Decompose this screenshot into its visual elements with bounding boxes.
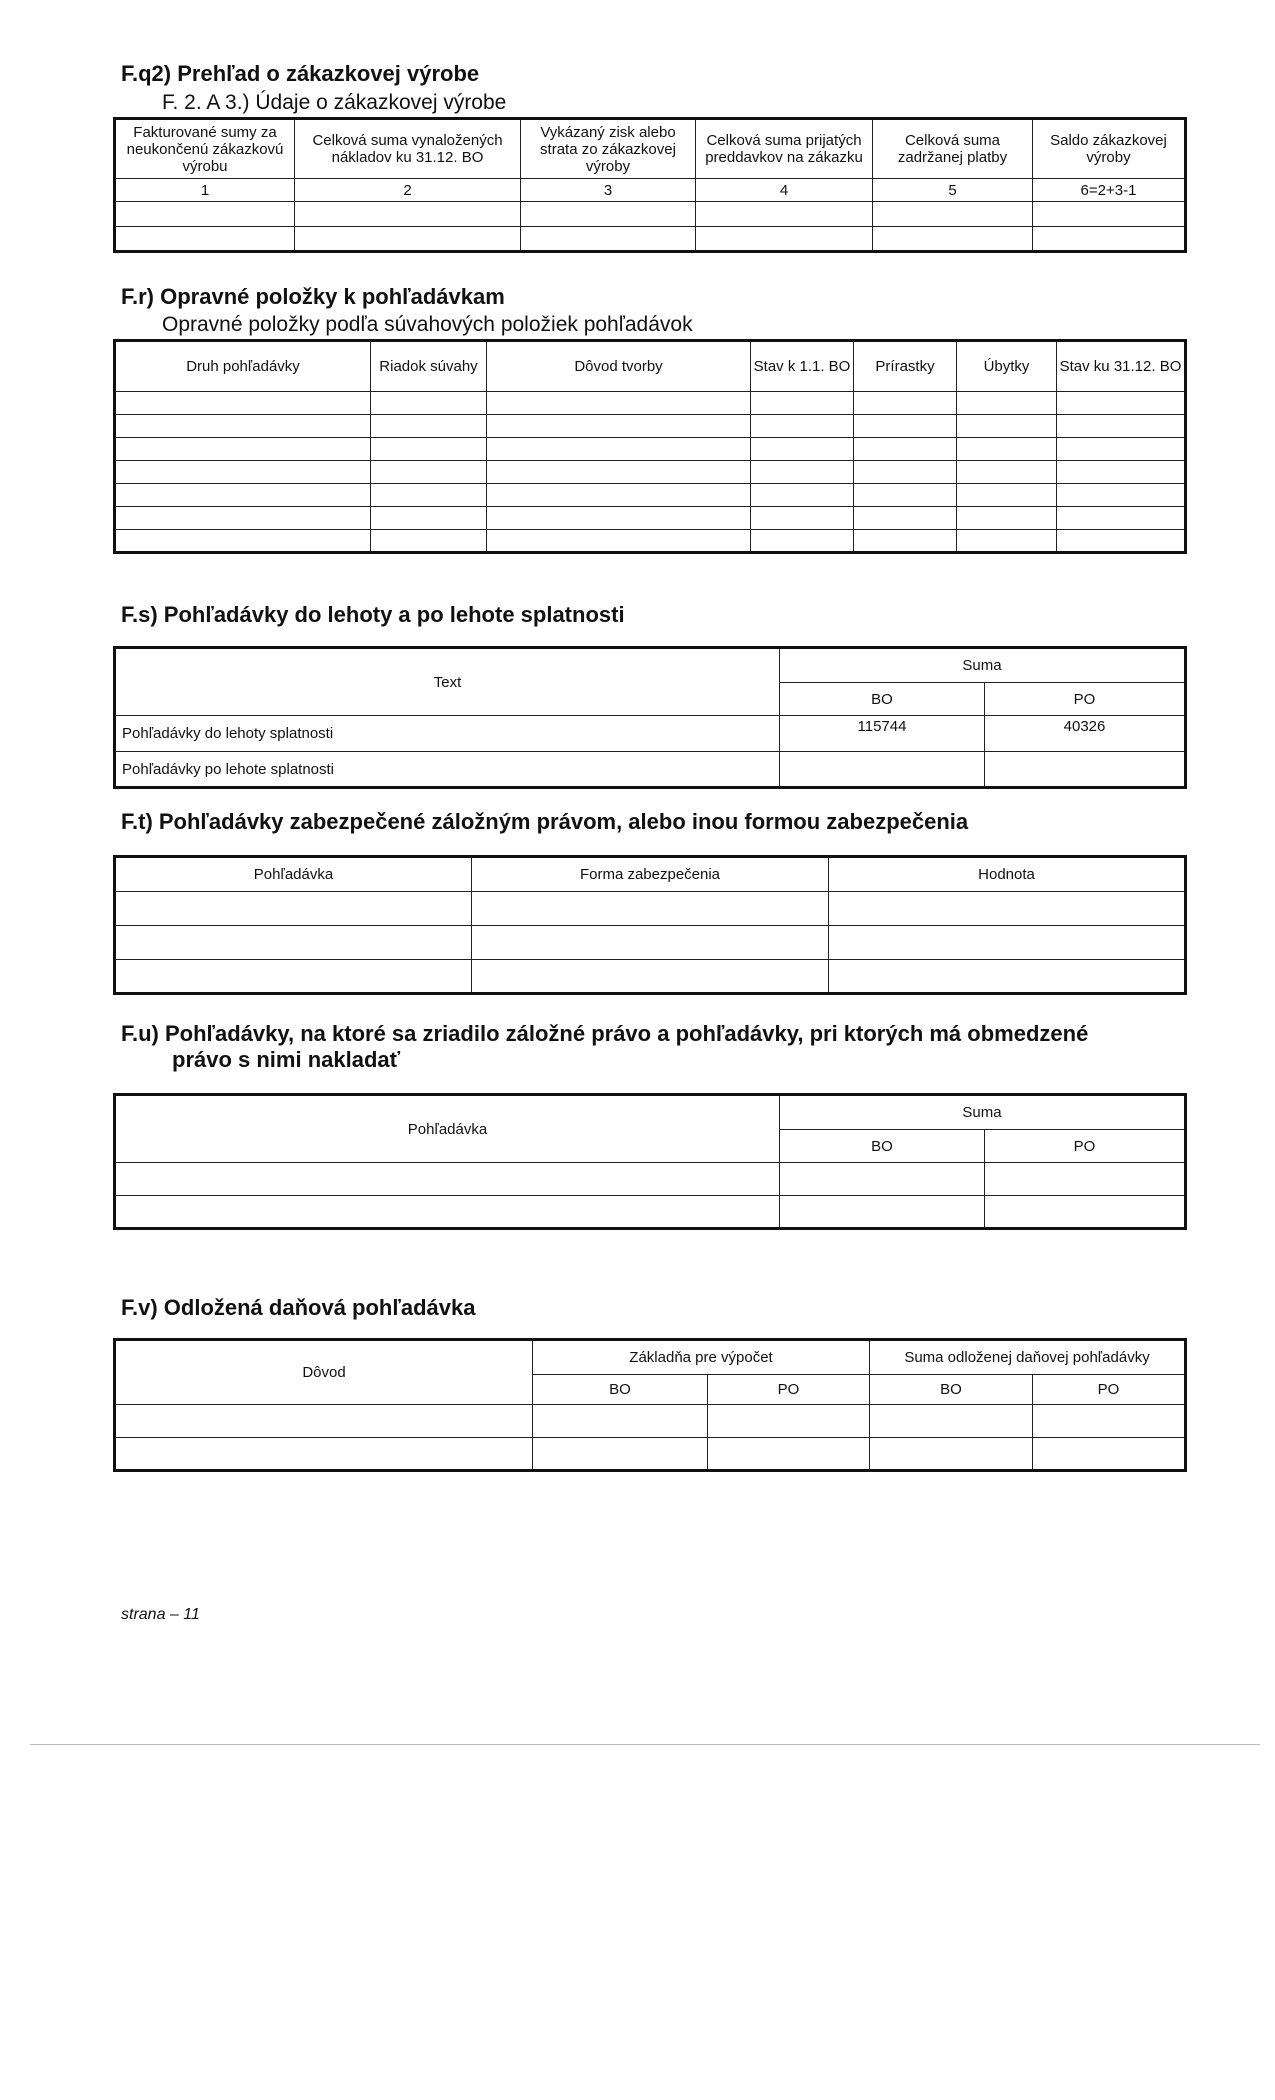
col-header-receivable: Pohľadávka [115,1095,780,1163]
table-cell[interactable] [854,507,957,530]
col-header-additions: Prírastky [854,341,957,392]
section-title-fs: F.s) Pohľadávky do lehoty a po lehote splatnosti [121,602,625,627]
table-header-row [115,119,1186,179]
table-row [115,960,1186,994]
table-cell[interactable] [957,461,1057,484]
col-header-state-start: Stav k 1.1. BO [751,341,854,392]
table-cell[interactable] [533,1438,708,1471]
table-cell[interactable] [295,202,521,227]
col-header-suma: Suma [780,648,1186,683]
table-cell[interactable] [487,415,751,438]
table-cell[interactable] [1033,1405,1186,1438]
table-row [115,227,1186,252]
page-number: strana – 11 [121,1606,200,1623]
table-cell[interactable] [1057,530,1186,553]
table-cell[interactable] [115,926,472,960]
col-header-profit-loss: Vykázaný zisk alebo strata zo zákazkovej výroby [521,119,696,179]
col-header-reason: Dôvod [115,1340,533,1405]
table-cell[interactable] [829,892,1186,926]
col-number: 3 [521,179,696,202]
table-cell[interactable] [371,438,487,461]
col-header-text: Text [115,648,780,716]
col-header-bo: BO [780,683,985,716]
table-cell[interactable] [985,1196,1186,1229]
cell-value-po[interactable]: 40326 [985,716,1186,752]
table-cell[interactable] [873,202,1033,227]
table-cell[interactable] [854,530,957,553]
section-subtitle-fr: Opravné položky podľa súvahových položiek pohľadávok [162,313,693,336]
col-header-value: Hodnota [829,857,1186,892]
table-cell[interactable] [780,1196,985,1229]
table-cell[interactable] [957,438,1057,461]
table-cell[interactable] [1033,202,1186,227]
table-cell[interactable] [115,227,295,252]
table-cell[interactable] [472,926,829,960]
table-row [115,1405,1186,1438]
cell-value-bo[interactable]: 115744 [780,716,985,752]
table-header-row [115,857,1186,892]
col-header-creation-reason: Dôvod tvorby [487,341,751,392]
section-title-fq2: F.q2) Prehľad o zákazkovej výrobe [121,61,480,86]
table-cell[interactable] [487,461,751,484]
table-receivables-maturity [113,646,1187,789]
col-header-reductions: Úbytky [957,341,1057,392]
table-cell[interactable] [829,960,1186,994]
col-number: 6=2+3-1 [1033,179,1186,202]
table-cell[interactable] [1033,227,1186,252]
table-cell[interactable] [1057,392,1186,415]
table-cell[interactable] [957,484,1057,507]
table-cell[interactable] [371,507,487,530]
row-label-after-due: Pohľadávky po lehote splatnosti [115,752,780,788]
col-header-balance-row: Riadok súvahy [371,341,487,392]
table-cell[interactable] [985,1163,1186,1196]
table-cell[interactable] [487,438,751,461]
table-cell[interactable] [115,415,371,438]
table-row [115,415,1186,438]
table-row [115,752,1186,788]
col-header-po: PO [708,1375,870,1405]
col-header-retention: Celková suma zadržanej platby [873,119,1033,179]
table-cell[interactable] [708,1405,870,1438]
table-cell[interactable] [115,392,371,415]
table-cell[interactable] [870,1438,1033,1471]
table-cell[interactable] [1057,415,1186,438]
table-cell[interactable] [751,415,854,438]
table-cell[interactable] [115,960,472,994]
section-title-fu-line2: právo s nimi nakladať [172,1047,401,1072]
table-cell[interactable] [854,415,957,438]
table-cell[interactable] [957,392,1057,415]
table-cell[interactable] [1057,507,1186,530]
table-cell[interactable] [780,1163,985,1196]
table-cell[interactable] [854,438,957,461]
table-cell[interactable] [115,202,295,227]
table-cell[interactable] [115,1163,780,1196]
table-row [115,461,1186,484]
col-header-invoiced-sums: Fakturované sumy za neukončenú zákazkovú výrobu [115,119,295,179]
table-cell[interactable] [696,227,873,252]
table-cell[interactable] [533,1405,708,1438]
table-cell[interactable] [295,227,521,252]
col-number: 5 [873,179,1033,202]
table-cell[interactable] [521,202,696,227]
table-cell[interactable] [371,392,487,415]
table-cell[interactable] [957,415,1057,438]
table-cell[interactable] [472,960,829,994]
table-cell[interactable] [854,392,957,415]
col-header-state-end: Stav ku 31.12. BO [1057,341,1186,392]
table-cell[interactable] [751,530,854,553]
section-title-fv: F.v) Odložená daňová pohľadávka [121,1295,476,1320]
table-cell[interactable] [1057,438,1186,461]
table-cell[interactable] [115,1438,533,1471]
table-cell[interactable] [487,530,751,553]
section-title-ft: F.t) Pohľadávky zabezpečené záložným právom, alebo inou formou zabezpečenia [121,809,969,834]
table-header-row [115,1095,1186,1130]
col-header-suma: Suma [780,1095,1186,1130]
table-cell[interactable] [115,484,371,507]
table-header-row [115,648,1186,683]
table-cell[interactable] [957,530,1057,553]
col-header-bo: BO [870,1375,1033,1405]
col-header-po: PO [985,683,1186,716]
table-pledged-receivables [113,1093,1187,1230]
table-cell[interactable] [751,484,854,507]
col-header-bo: BO [533,1375,708,1405]
table-cell[interactable] [873,227,1033,252]
col-header-advances: Celková suma prijatých preddavkov na zákazku [696,119,873,179]
table-contract-production [113,117,1187,253]
table-cell[interactable] [115,530,371,553]
divider [30,1744,1260,1745]
table-secured-receivables [113,855,1187,995]
col-header-deferred-sum: Suma odloženej daňovej pohľadávky [870,1340,1186,1375]
column-number-row [115,179,1186,202]
col-header-receivable-type: Druh pohľadávky [115,341,371,392]
row-label-before-due: Pohľadávky do lehoty splatnosti [115,716,780,752]
table-cell[interactable] [371,530,487,553]
table-row [115,716,1186,752]
table-cell[interactable] [371,484,487,507]
table-row [115,484,1186,507]
table-cell[interactable] [696,202,873,227]
table-cell[interactable] [115,461,371,484]
table-cell[interactable] [521,227,696,252]
col-number: 2 [295,179,521,202]
table-row [115,392,1186,415]
table-row [115,926,1186,960]
table-cell[interactable] [751,438,854,461]
table-row [115,507,1186,530]
table-deferred-tax-receivable [113,1338,1187,1472]
table-row [115,1163,1186,1196]
section-title-fr: F.r) Opravné položky k pohľadávkam [121,284,505,309]
table-cell[interactable] [1057,461,1186,484]
table-cell[interactable] [854,461,957,484]
col-header-total-costs: Celková suma vynaložených nákladov ku 31.12. BO [295,119,521,179]
table-row [115,202,1186,227]
table-header-row [115,341,1186,392]
col-header-po: PO [1033,1375,1186,1405]
table-cell[interactable] [115,438,371,461]
col-header-bo: BO [780,1130,985,1163]
col-header-po: PO [985,1130,1186,1163]
table-header-row [115,1340,1186,1375]
table-cell[interactable] [115,1196,780,1229]
col-header-receivable: Pohľadávka [115,857,472,892]
table-cell[interactable] [487,507,751,530]
cell-value-bo[interactable] [780,752,985,788]
table-cell[interactable] [854,484,957,507]
table-cell[interactable] [751,392,854,415]
table-cell[interactable] [829,926,1186,960]
table-cell[interactable] [487,392,751,415]
cell-value-po[interactable] [985,752,1186,788]
table-cell[interactable] [1033,1438,1186,1471]
table-cell[interactable] [751,507,854,530]
col-header-balance: Saldo zákazkovej výroby [1033,119,1186,179]
table-receivable-provisions [113,339,1187,554]
col-number: 4 [696,179,873,202]
col-number: 1 [115,179,295,202]
table-row [115,1438,1186,1471]
table-row [115,438,1186,461]
col-header-calc-base: Základňa pre výpočet [533,1340,870,1375]
table-cell[interactable] [870,1405,1033,1438]
table-cell[interactable] [115,507,371,530]
table-cell[interactable] [957,507,1057,530]
table-cell[interactable] [708,1438,870,1471]
table-cell[interactable] [751,461,854,484]
table-cell[interactable] [371,415,487,438]
table-cell[interactable] [487,484,751,507]
table-cell[interactable] [115,892,472,926]
table-cell[interactable] [371,461,487,484]
table-cell[interactable] [115,1405,533,1438]
section-title-fu: F.u) Pohľadávky, na ktoré sa zriadilo záložné právo a pohľadávky, pri ktorých má obmedzené [121,1021,1089,1046]
table-row [115,530,1186,553]
table-row [115,1196,1186,1229]
table-row [115,892,1186,926]
table-cell[interactable] [1057,484,1186,507]
col-header-security-form: Forma zabezpečenia [472,857,829,892]
table-cell[interactable] [472,892,829,926]
section-subtitle-fq2: F. 2. A 3.) Údaje o zákazkovej výrobe [162,91,507,114]
